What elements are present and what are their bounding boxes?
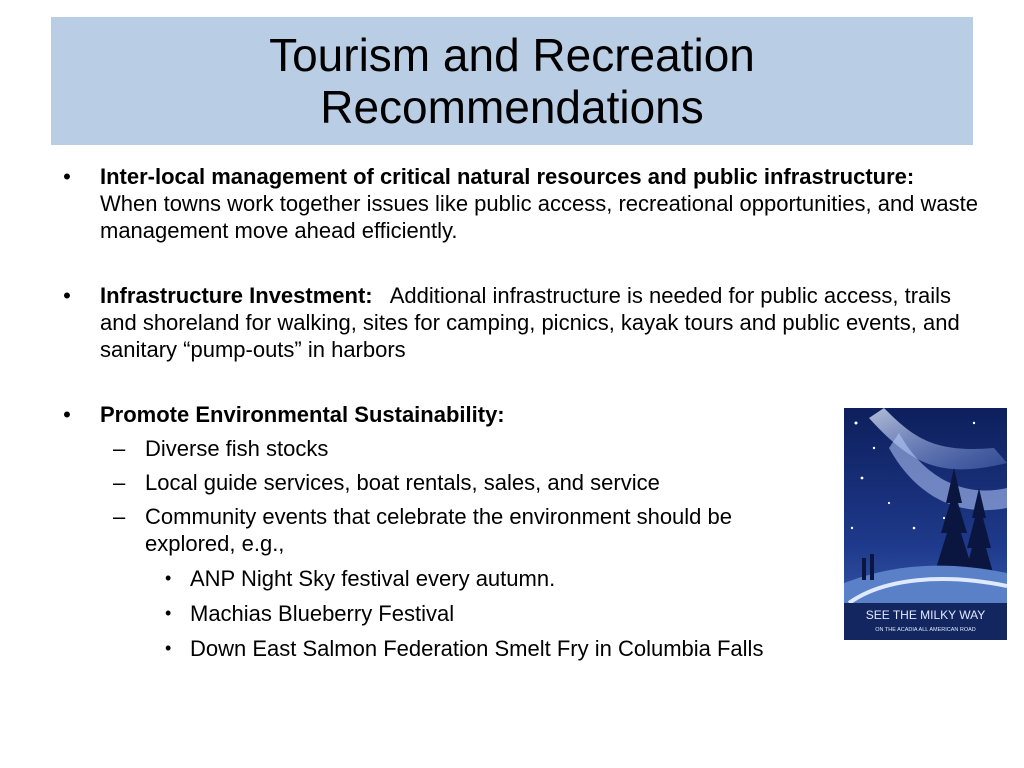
bullet-icon: • (165, 603, 172, 623)
bullet-icon: • (165, 638, 172, 658)
sub-item-text: Community events that celebrate the environment should be explored, e.g., (145, 504, 732, 556)
title-banner (51, 17, 973, 145)
bullet-icon: • (63, 164, 71, 189)
bullet-text: Additional infrastructure is needed for public access, trails and shoreland for walking, sites for camping, picnics, kayak tours and public events, and sanitary “pump-outs” in harbors (100, 283, 960, 362)
bullet-inter-local-management (57, 163, 982, 244)
night-sky-poster-image (844, 408, 1007, 640)
event-text: ANP Night Sky festival every autumn. (190, 566, 556, 591)
event-text: Machias Blueberry Festival (190, 601, 455, 626)
poster-title: SEE THE MILKY WAY (865, 608, 986, 622)
bullet-icon: • (63, 402, 71, 427)
poster-illustration (844, 408, 1007, 640)
bullet-icon: • (63, 283, 71, 308)
sub-item-text: Diverse fish stocks (145, 436, 329, 461)
bullet-heading: Infrastructure Investment: (100, 283, 373, 308)
bullet-heading: Inter-local management of critical natural resources and public infrastructure: (100, 164, 915, 189)
bullet-heading: Promote Environmental Sustainability: (100, 402, 505, 427)
slide-title-line-1: Tourism and Recreation (269, 29, 755, 81)
bullet-text: When towns work together issues like public access, recreational opportunities, and waste management move ahead efficiently. (100, 191, 979, 243)
dash-icon: – (113, 504, 126, 529)
dash-icon: – (113, 470, 126, 495)
bullet-icon: • (165, 568, 172, 588)
sub-item-text: Local guide services, boat rentals, sales, and service (145, 470, 660, 495)
event-text: Down East Salmon Federation Smelt Fry in Columbia Falls (190, 636, 764, 661)
dash-icon: – (113, 436, 126, 461)
bullet-infrastructure-investment (57, 282, 982, 363)
slide-title-line-2: Recommendations (320, 81, 704, 133)
poster-subtitle: ON THE ACADIA ALL AMERICAN ROAD (875, 627, 976, 633)
